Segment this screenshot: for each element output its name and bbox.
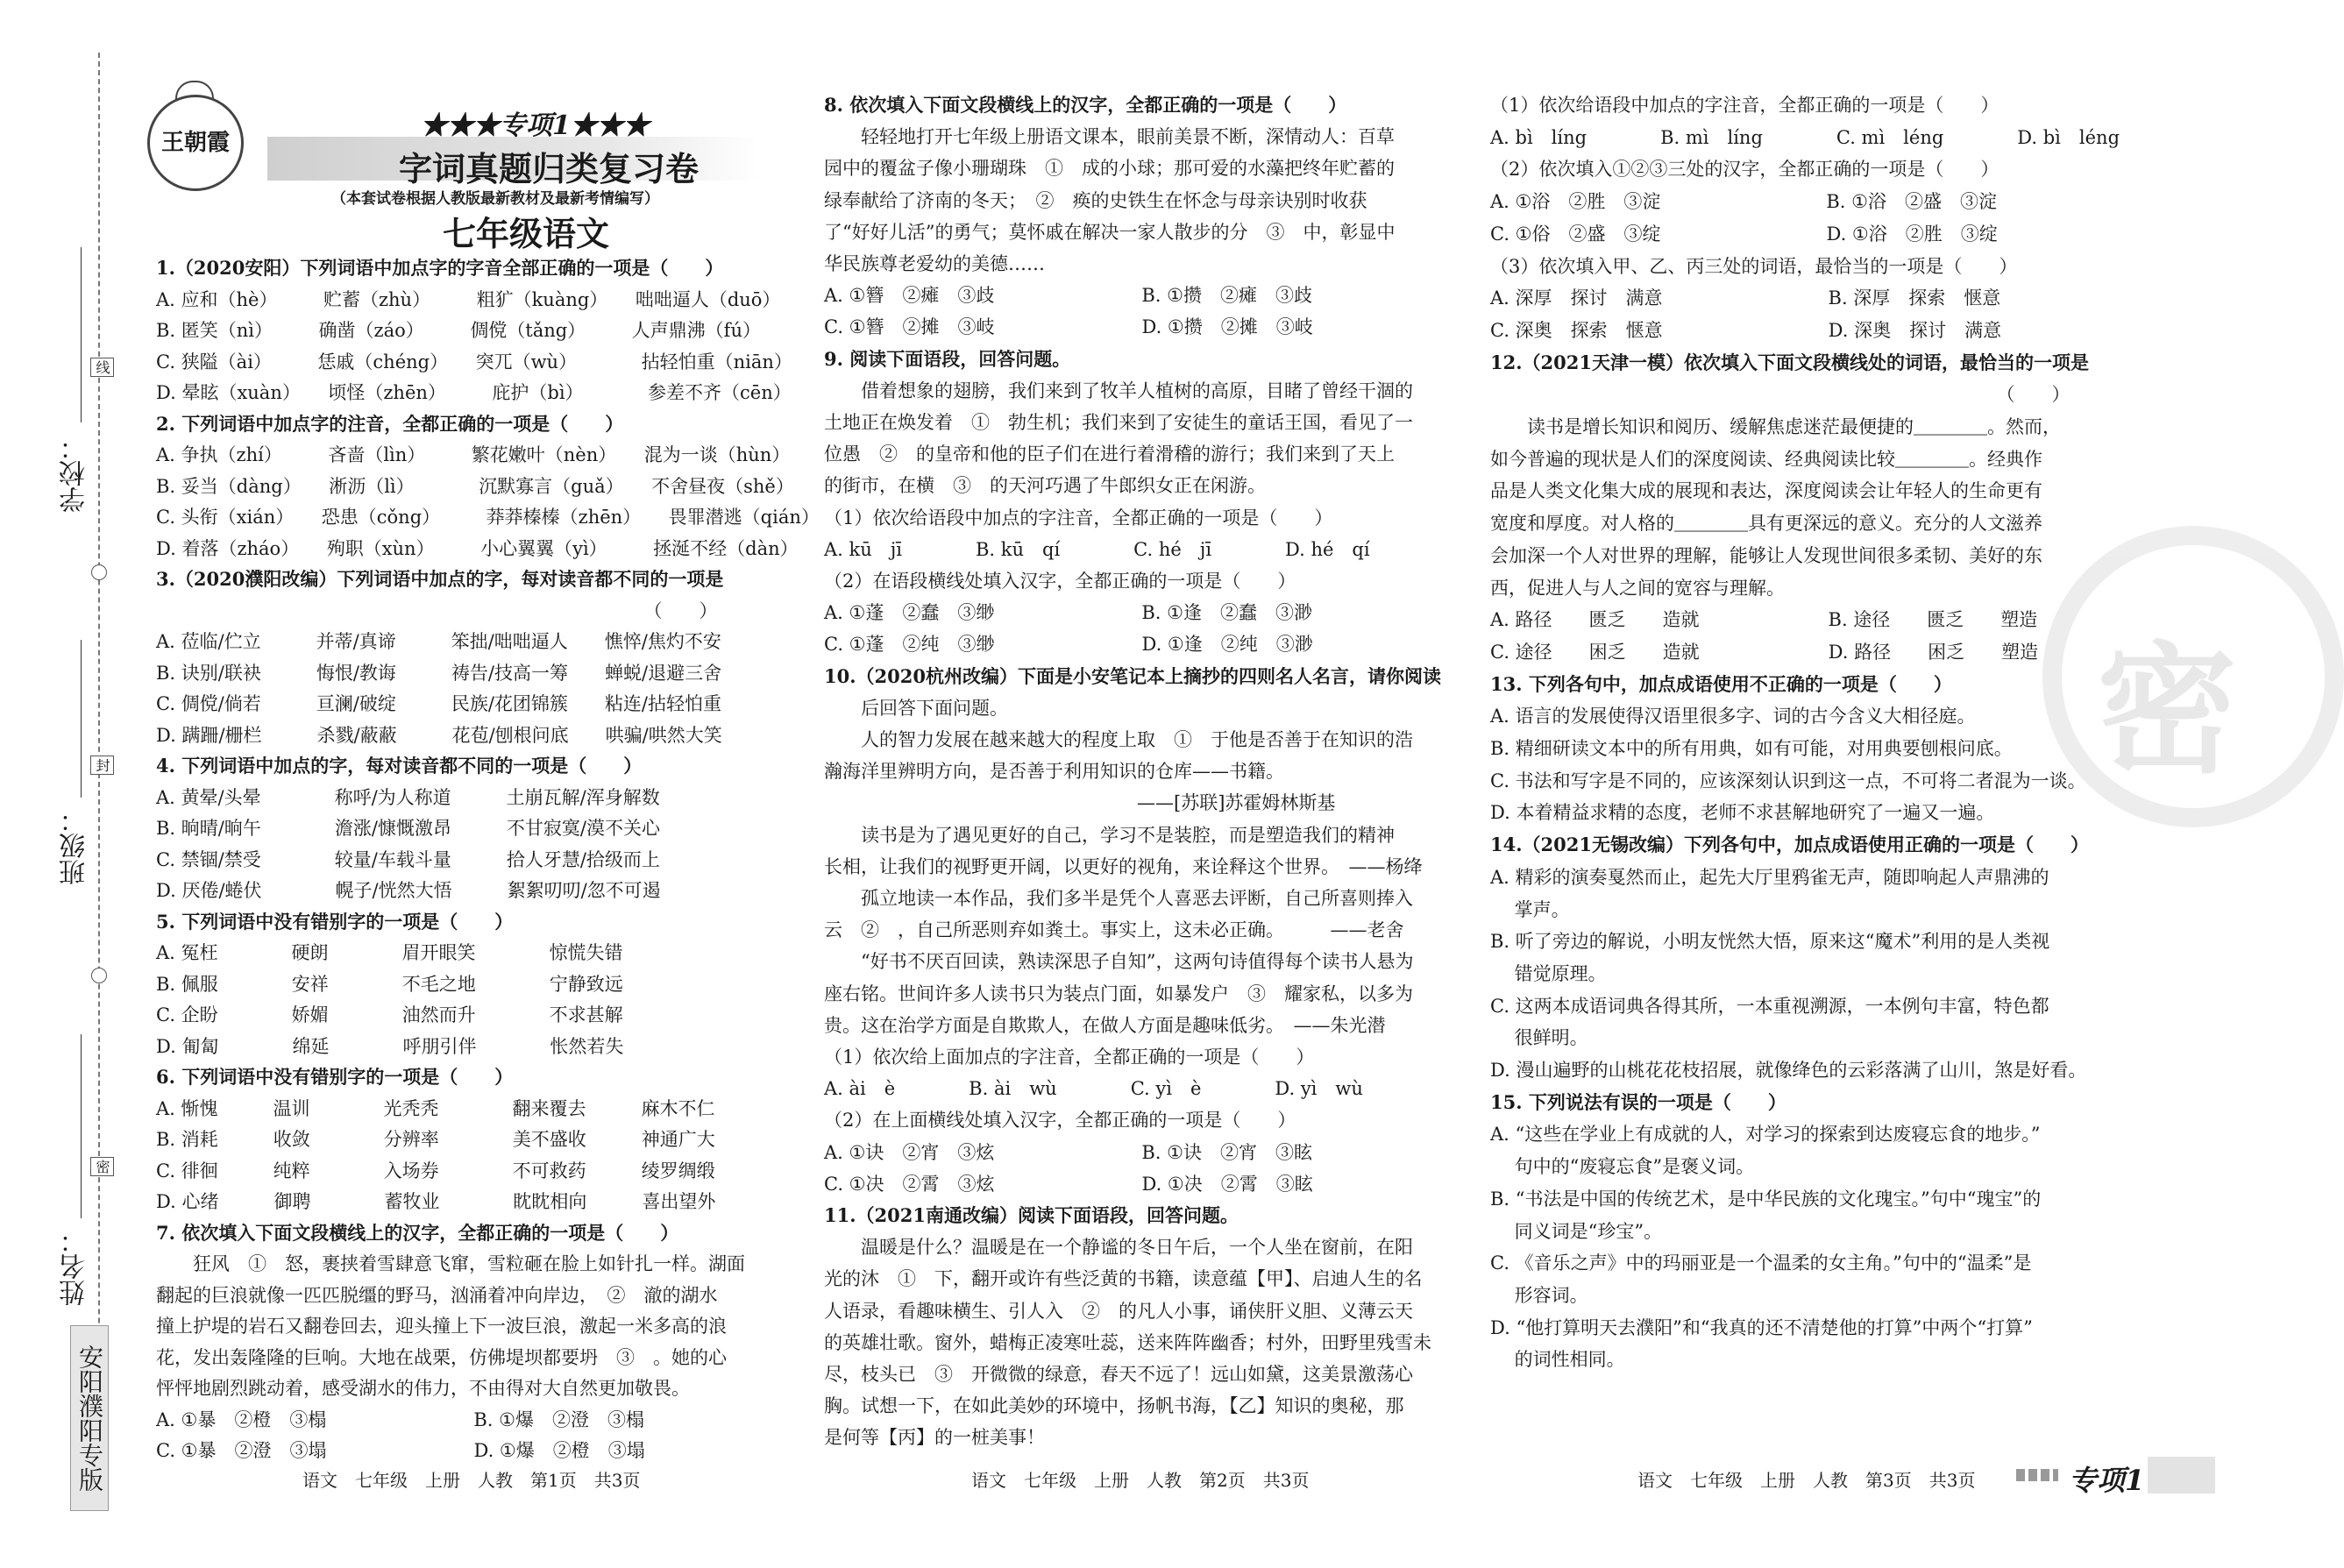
text-line: （ ）	[1490, 384, 2071, 406]
text-line: B. 匿笑（nì） 确凿（záo） 倜傥（tǎng） 人声鼎沸（fú）	[156, 320, 761, 341]
page-title: 字词真题归类复习卷	[399, 149, 700, 188]
text-line: 形容词。	[1490, 1284, 1588, 1306]
text-line: 8. 依次填入下面文段横线上的汉字，全都正确的一项是（ ）	[824, 94, 1347, 116]
text-line: “好书不厌百回读，熟读深思子自知”，这两句诗值得每个读书人悬为	[824, 951, 1414, 973]
text-line: 后回答下面问题。	[824, 697, 1008, 719]
text-line: 7. 依次填入下面文段横线上的汉字，全都正确的一项是（ ）	[156, 1221, 679, 1244]
text-line: A. bì líng B. mì líng C. mì léng D. bì léng	[1490, 126, 2120, 148]
tab-grey-block	[2148, 1457, 2215, 1494]
text-line: 很鲜明。	[1490, 1027, 1588, 1049]
text-line: 宽度和厚度。对人格的＿＿＿＿具有更深远的意义。充分的人文滋养	[1490, 513, 2042, 535]
punch-hole-icon	[91, 564, 107, 580]
text-line: 瀚海洋里辨明方向，是否善于利用知识的仓库——书籍。	[824, 761, 1284, 783]
text-line: 华民族尊老爱幼的美德……	[824, 253, 1045, 274]
text-line: A. 惭愧 温训 光秃秃 翻来覆去 麻木不仁	[156, 1097, 715, 1119]
text-line: C. 徘徊 纯粹 入场券 不可救药 绫罗绸缎	[156, 1160, 715, 1181]
text-line: 错觉原理。	[1490, 962, 1607, 984]
text-line: 14.（2021无锡改编）下列各句中，加点成语使用正确的一项是（ ）	[1490, 834, 2089, 856]
text-line: A. kū jī B. kū qí C. hé jī D. hé qí	[824, 538, 1370, 560]
text-line: C. 这两本成语词典各得其所，一本重视溯源，一本例句丰富，特色都	[1490, 995, 2049, 1017]
text-line: 品是人类文化集大成的展现和表达，深度阅读会让年轻人的生命更有	[1490, 480, 2042, 502]
text-line: （1）依次给语段中加点的字注音，全都正确的一项是（ ）	[824, 507, 1333, 529]
text-line: A. 冤枉 硬朗 眉开眼笑 惊慌失错	[156, 942, 623, 963]
text-line: C. ①蓬 ②纯 ③缈 D. ①逢 ②纯 ③渺	[824, 634, 1313, 656]
binding-strip	[0, 0, 118, 1568]
text-line: （ ）	[156, 600, 718, 621]
text-line: C. 书法和写字是不同的，应该深刻认识到这一点，不可将二者混为一谈。	[1490, 770, 2086, 791]
text-line: 贵。这在治学方面是自欺欺人，在做人方面是趣味低劣。 ——朱光潜	[824, 1014, 1386, 1036]
text-line: C. 企盼 娇媚 油然而升 不求甚解	[156, 1004, 623, 1025]
text-line: 长相，让我们的视野更开阔，以更好的视角，来诠释这个世界。 ——杨绛	[824, 855, 1423, 877]
text-line: C. 头衔（xián） 恐患（cǒng） 莽莽榛榛（zhēn） 畏罪潜逃（qián）	[156, 507, 820, 528]
text-line: 温暖是什么？温暖是在一个静谧的冬日午后，一个人坐在窗前，在阳	[824, 1237, 1413, 1259]
tab-label: 专项1	[2069, 1464, 2145, 1497]
text-line: 人语录，看趣味横生、引人入 ② 的凡人小事，诵侠肝义胆、义薄云天	[824, 1300, 1413, 1322]
text-line: 尽，枝头已 ③ 开微微的绿意，春天不远了！远山如黛，这美景激荡心	[824, 1364, 1413, 1385]
text-line: B. “书法是中国的传统艺术，是中华民族的文化瑰宝。”句中“瑰宝”的	[1490, 1188, 2042, 1210]
text-line: A. ①蓬 ②蠢 ③缈 B. ①逢 ②蠢 ③渺	[824, 602, 1312, 624]
section-tab	[2016, 1457, 2215, 1497]
text-line: 西，促进人与人之间的宽容与理解。	[1490, 577, 1785, 599]
text-line: （1）依次给语段中加点的字注音，全都正确的一项是（ ）	[1490, 95, 2000, 116]
text-line: 的词性相同。	[1490, 1349, 1625, 1371]
text-line: 9. 阅读下面语段，回答问题。	[824, 347, 1071, 370]
text-line: D. 蹒跚/栅栏 杀戮/蔽蔽 花苞/刨根问底 哄骗/哄然大笑	[156, 724, 722, 746]
text-line: 是何等【丙】的一桩美事！	[824, 1427, 1045, 1449]
text-line: C. 倜傥/倘若 亘澜/破绽 民族/花团锦簇 粘连/拈轻怕重	[156, 693, 721, 714]
text-line: D. 本着精益求精的态度，老师不求甚解地研究了一遍又一遍。	[1490, 802, 1995, 824]
text-line: C. 《音乐之声》中的玛丽亚是一个温柔的女主角。”句中的“温柔”是	[1490, 1252, 2032, 1274]
tab-stripes	[2016, 1469, 2058, 1481]
text-line: 如今普遍的现状是人们的深度阅读、经典阅读比较＿＿＿＿。经典作	[1490, 448, 2042, 470]
text-line: 翻起的巨浪就像一匹匹脱缰的野马，汹涌着冲向岸边， ② 澈的湖水	[156, 1284, 718, 1306]
text-line: C. ①决 ②霄 ③炫 D. ①决 ②霄 ③眩	[824, 1173, 1313, 1195]
text-line: 读书是增长知识和阅历、缓解焦虑迷茫最便捷的＿＿＿＿。然而，	[1490, 416, 2061, 437]
text-line: A. “这些在学业上有成就的人，对学习的探索到达废寝忘食的地步。”	[1490, 1124, 2041, 1146]
text-line: 花，发出轰隆隆的巨响。大地在战栗，仿佛堤坝都要坍 ③ 。她的心	[156, 1346, 727, 1368]
text-line: C. 狭隘（ài） 恁戚（chéng） 突兀（wù） 拈轻怕重（niān）	[156, 351, 792, 372]
text-line: B. 佩服 安祥 不毛之地 宁静致远	[156, 973, 623, 995]
text-line: D. 晕眩（xuàn） 顷怪（zhēn） 庇护（bì） 参差不齐（cēn）	[156, 382, 792, 403]
subject-title: 七年级语文	[443, 214, 610, 253]
watermark-seal	[2042, 526, 2344, 827]
punch-hole-icon	[91, 968, 107, 983]
text-line: 10.（2020杭州改编）下面是小安笔记本上摘抄的四则名人名言，请你阅读	[824, 664, 1441, 687]
name-field[interactable]	[81, 1034, 82, 1218]
seal-mark: 封	[90, 756, 114, 775]
text-line: A. ①浴 ②胜 ③淀 B. ①浴 ②盛 ③淀	[1490, 191, 1997, 213]
text-line: 6. 下列词语中没有错别字的一项是（ ）	[156, 1066, 514, 1088]
school-label: 学校：	[60, 434, 90, 513]
text-line: D. 厌倦/蜷伏 幌子/恍然大悟 絮絮叨叨/忽不可遏	[156, 880, 661, 901]
edition-note: （本套试卷根据人教版最新教材及最新考情编写）	[331, 190, 659, 208]
text-line: 座右铭。世间许多人读书只为装点门面，如暴发户 ③ 耀家私，以多为	[824, 983, 1413, 1004]
class-field[interactable]	[81, 640, 82, 798]
text-line: 11.（2021南通改编）阅读下面语段，回答问题。	[824, 1204, 1239, 1226]
text-line: 狂风 ① 怒，裹挟着雪肆意飞窜，雪粒砸在脸上如针扎一样。湖面	[156, 1253, 745, 1274]
text-line: C. 禁锢/禁受 较量/车载斗量 拾人牙慧/拾级而上	[156, 848, 660, 870]
text-line: A. ①暴 ②橙 ③榻 B. ①爆 ②澄 ③榻	[156, 1408, 644, 1430]
text-line: 3.（2020濮阳改编）下列词语中加点的字，每对读音都不同的一项是	[156, 568, 724, 590]
line-mark: 线	[90, 358, 114, 377]
text-line: 孤立地读一本作品，我们多半是凭个人喜恶去评断，自己所喜则捧入	[824, 888, 1413, 909]
text-line: A. ①簪 ②瘫 ③歧 B. ①攒 ②瘫 ③歧	[824, 285, 1312, 307]
watermark-text: 密	[2097, 628, 2238, 792]
text-line: 撞上护堤的岩石又翻卷回去，迎头撞上下一波巨浪，激起一米多高的浪	[156, 1316, 727, 1337]
text-line: （2）在语段横线处填入汉字，全都正确的一项是（ ）	[824, 571, 1296, 592]
text-line: B. 听了旁边的解说，小明友恍然大悟，原来这“魔术”利用的是人类视	[1490, 931, 2050, 953]
text-line: 怦怦地剧烈跳动着，感受湖水的伟力，不由得对大自然更加敬畏。	[156, 1378, 690, 1399]
text-line: 15. 下列说法有误的一项是（ ）	[1490, 1090, 1786, 1113]
text-line: 13. 下列各句中，加点成语使用不正确的一项是（ ）	[1490, 672, 1952, 695]
class-label: 班级：	[60, 806, 90, 885]
text-line: A. 争执（zhí） 吝啬（lìn） 繁花嫩叶（nèn） 混为一谈（hùn）	[156, 444, 791, 465]
text-line: 绿奉献给了济南的冬天； ② 痪的史铁生在怀念与母亲诀别时收获	[824, 189, 1367, 211]
text-line: 借着想象的翅膀，我们来到了牧羊人植树的高原，目睹了曾经干涸的	[824, 380, 1413, 401]
text-line: （3）依次填入甲、乙、丙三处的词语，最恰当的一项是（ ）	[1490, 255, 2018, 277]
text-line: ——[苏联]苏霍姆林斯基	[824, 792, 1336, 814]
text-line: 4. 下列词语中加点的字，每对读音都不同的一项是（ ）	[156, 755, 643, 777]
text-line: C. 深奥 探索 惬意 D. 深奥 探讨 满意	[1490, 319, 2002, 341]
text-line: 了“好好儿活”的勇气；莫怀戚在解决一家人散步的分 ③ 中，彰显中	[824, 221, 1396, 243]
school-field[interactable]	[81, 247, 82, 422]
region-label: 安阳濮阳专版	[70, 1325, 109, 1511]
text-line: 轻轻地打开七年级上册语文课本，眼前美景不断，深情动人：百草	[824, 126, 1395, 148]
text-line: D. 漫山遍野的山桃花花枝招展，就像绛色的云彩落满了山川，煞是好看。	[1490, 1060, 2087, 1081]
text-line: B. 诀别/联袂 悔恨/教诲 祷告/技高一筹 蝉蜕/退避三舍	[156, 662, 722, 684]
text-line: B. 精细研读文本中的所有用典，如有可能，对用典要刨根问底。	[1490, 738, 2013, 759]
text-line: D. 匍匐 绵延 呼朋引伴 怅然若失	[156, 1035, 624, 1057]
text-line: A. 路径 匮乏 造就 B. 途径 匮乏 塑造	[1490, 609, 2038, 631]
text-line: A. 黄晕/头晕 称呼/为人称道 土崩瓦解/浑身解数	[156, 786, 660, 808]
text-line: D. 心绪 御聘 蓄牧业 眈眈相向 喜出望外	[156, 1191, 716, 1212]
text-line: （2）在上面横线处填入汉字，全都正确的一项是（ ）	[824, 1110, 1296, 1132]
name-label: 姓名：	[60, 1227, 90, 1306]
text-line: 读书是为了遇见更好的自己，学习不是装腔，而是塑造我们的精神	[824, 824, 1395, 846]
text-line: A. ①诀 ②宵 ③炫 B. ①诀 ②宵 ③眩	[824, 1141, 1312, 1163]
text-line: 句中的“废寝忘食”是褒义词。	[1490, 1156, 1755, 1178]
text-line: D. “他打算明天去濮阳”和“我真的还不清楚他的打算”中两个“打算”	[1490, 1316, 2033, 1338]
text-line: （1）依次给上面加点的字注音，全都正确的一项是（ ）	[824, 1047, 1315, 1068]
publisher-logo: 王朝霞	[147, 95, 244, 191]
text-line: 2. 下列词语中加点字的注音，全都正确的一项是（ ）	[156, 412, 624, 435]
text-line: B. 晌晴/晌午 澹涨/慷慨激昂 不甘寂寞/漠不关心	[156, 818, 661, 839]
text-line: A. 莅临/伫立 并蒂/真谛 笨拙/咄咄逼人 憔悴/焦灼不安	[156, 631, 721, 652]
text-line: B. 妥当（dàng） 淅沥（lì） 沉默寡言（guǎ） 不舍昼夜（shě）	[156, 475, 794, 497]
topic-title: ★★★专项1★★★	[421, 110, 650, 141]
text-line: 5. 下列词语中没有错别字的一项是（ ）	[156, 910, 514, 933]
text-line: A. 应和（hè） 贮蓄（zhù） 粗犷（kuàng） 咄咄逼人（duō）	[156, 288, 781, 310]
text-line: A. ài è B. ài wù C. yì è D. yì wù	[824, 1078, 1363, 1100]
text-line: 园中的覆盆子像小珊瑚珠 ① 成的小球；那可爱的水藻把终年贮蓄的	[824, 158, 1395, 180]
text-line: 胸。试想一下，在如此美妙的环境中，扬帆书海，【乙】知识的奥秘，那	[824, 1395, 1404, 1417]
text-line: C. ①俗 ②盛 ③绽 D. ①浴 ②胜 ③绽	[1490, 223, 1998, 245]
text-line: 云 ② ，自己所恶则弃如粪土。事实上，这未必正确。 ——老舍	[824, 919, 1404, 941]
text-line: 光的沐 ① 下，翻开或许有些泛黄的书籍，读意蕴【甲】、启迪人生的名	[824, 1268, 1423, 1290]
page-footer-3: 语文 七年级 上册 人教 第3页 共3页	[1637, 1470, 1976, 1491]
text-line: 位愚 ② 的皇帝和他的臣子们在进行着滑稽的游行；我们来到了天上	[824, 443, 1395, 465]
text-line: 12.（2021天津一模）依次填入下面文段横线处的词语，最恰当的一项是	[1490, 351, 2089, 373]
text-line: A. 精彩的演奏戛然而止，起先大厅里鸦雀无声，随即响起人声鼎沸的	[1490, 866, 2049, 888]
text-line: D. 着落（zháo） 殉职（xùn） 小心翼翼（yì） 拯涎不经（dàn）	[156, 537, 799, 559]
text-line: 会加深一个人对世界的理解，能够让人发现世间很多柔韧、美好的东	[1490, 544, 2042, 566]
page-footer-1: 语文 七年级 上册 人教 第1页 共3页	[302, 1470, 641, 1491]
binding-dashed-line	[98, 53, 100, 1508]
text-line: 土地正在焕发着 ① 勃生机；我们来到了安徒生的童话王国，看见了一	[824, 412, 1413, 433]
text-line: 同义词是“珍宝”。	[1490, 1220, 1663, 1242]
text-line: 掌声。	[1490, 898, 1570, 920]
text-line: C. 途径 困乏 造就 D. 路径 困乏 塑造	[1490, 641, 2039, 663]
text-line: A. 深厚 探讨 满意 B. 深厚 探索 惬意	[1490, 287, 2001, 309]
text-line: A. 语言的发展使得汉语里很多字、词的古今含义大相径庭。	[1490, 706, 1976, 727]
dense-mark: 密	[90, 1157, 114, 1176]
text-line: 1.（2020安阳）下列词语中加点字的字音全部正确的一项是（ ）	[156, 257, 724, 279]
text-line: 人的智力发展在越来越大的程度上取 ① 于他是否善于在知识的浩	[824, 729, 1413, 750]
text-line: （2）依次填入①②③三处的汉字，全都正确的一项是（ ）	[1490, 159, 2000, 181]
text-line: 的英雄壮歌。窗外，蜡梅正凌寒吐蕊，送来阵阵幽香；村外，田野里残雪未	[824, 1331, 1431, 1353]
text-line: C. ①簪 ②摊 ③岐 D. ①攒 ②摊 ③岐	[824, 316, 1313, 338]
text-line: B. 消耗 收敛 分辨率 美不盛收 神通广大	[156, 1129, 715, 1150]
page-footer-2: 语文 七年级 上册 人教 第2页 共3页	[971, 1470, 1310, 1491]
text-line: 的街市，在横 ③ 的天河巧遇了牛郎织女正在闲游。	[824, 475, 1266, 497]
text-line: C. ①暴 ②澄 ③塌 D. ①爆 ②橙 ③塌	[156, 1440, 645, 1461]
